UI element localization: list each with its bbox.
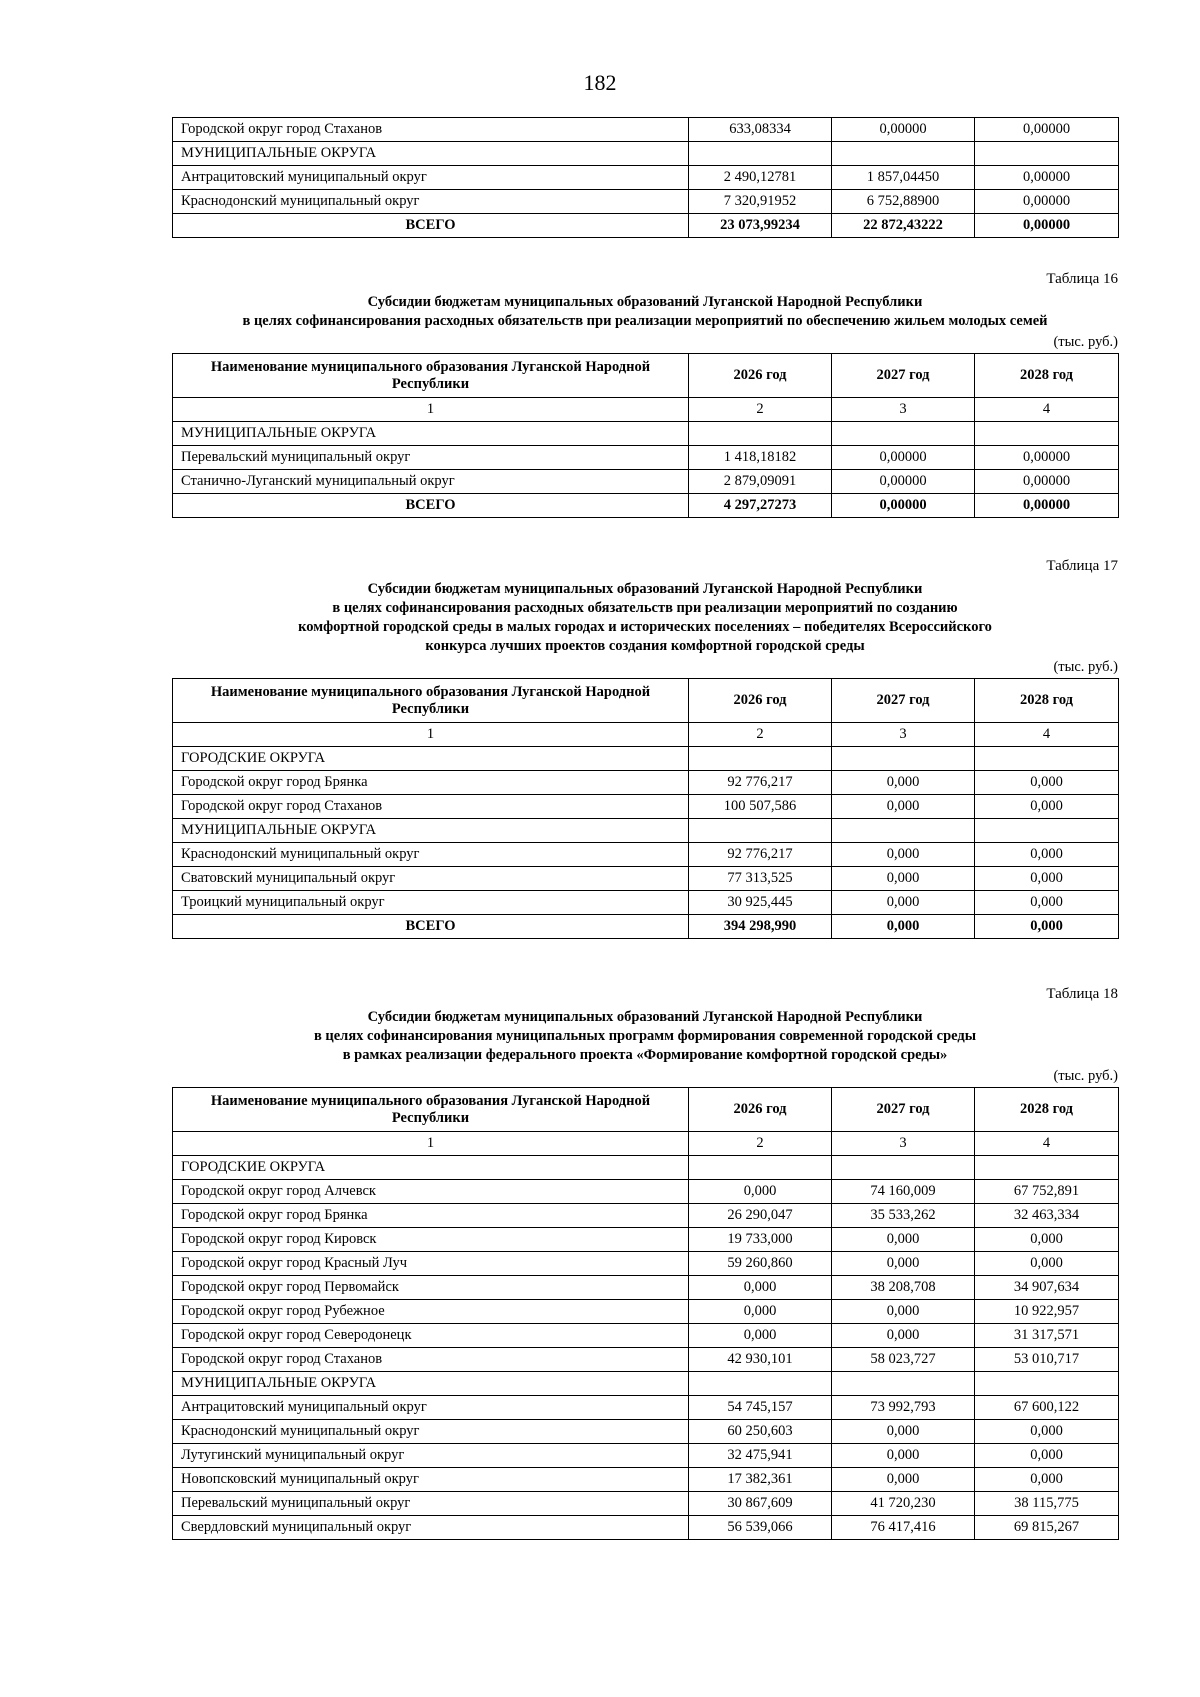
- row-name-cell: Краснодонский муниципальный округ: [173, 190, 689, 214]
- value-2027-cell: 0,000: [832, 795, 975, 819]
- title-line: в целях софинансирования расходных обязательств при реализации мероприятий по обеспечению жильем молодых семей: [242, 313, 1048, 329]
- table-row: [173, 190, 1119, 214]
- table-row: [173, 891, 1119, 915]
- col-header-2027: 2027 год: [832, 354, 975, 398]
- value-2028-cell: 67 752,891: [975, 1180, 1119, 1204]
- value-2027-cell: 0,000: [832, 891, 975, 915]
- table-row: [173, 446, 1119, 470]
- col-header-name: Наименование муниципального образования Луганской Народной Республики: [173, 679, 689, 723]
- value-2027-cell: 74 160,009: [832, 1180, 975, 1204]
- table-row: [173, 1420, 1119, 1444]
- value-2028-cell: 10 922,957: [975, 1300, 1119, 1324]
- value-2026-cell: 54 745,157: [689, 1396, 832, 1420]
- value-2026-cell: 2 879,09091: [689, 470, 832, 494]
- row-name-cell: ГОРОДСКИЕ ОКРУГА: [173, 1156, 689, 1180]
- row-name-cell: Городской округ город Рубежное: [173, 1300, 689, 1324]
- value-2027-cell: 58 023,727: [832, 1348, 975, 1372]
- row-name-cell: Городской округ город Брянка: [173, 1204, 689, 1228]
- column-index-cell: 4: [975, 723, 1119, 747]
- table-row: [173, 166, 1119, 190]
- table-row: [173, 422, 1119, 446]
- row-name-cell: Лутугинский муниципальный округ: [173, 1444, 689, 1468]
- header-row: [173, 679, 1119, 723]
- value-2028-cell: 0,000: [975, 843, 1119, 867]
- row-name-cell: Городской округ город Красный Луч: [173, 1252, 689, 1276]
- value-2027-cell: [832, 1372, 975, 1396]
- value-2027-cell: 76 417,416: [832, 1516, 975, 1540]
- row-name-cell: Городской округ город Кировск: [173, 1228, 689, 1252]
- value-2026-cell: 59 260,860: [689, 1252, 832, 1276]
- table-row: [173, 1300, 1119, 1324]
- table-row: [173, 1468, 1119, 1492]
- value-2026-cell: 100 507,586: [689, 795, 832, 819]
- row-name-cell: МУНИЦИПАЛЬНЫЕ ОКРУГА: [173, 819, 689, 843]
- column-index-cell: 1: [173, 723, 689, 747]
- value-2028-cell: 53 010,717: [975, 1348, 1119, 1372]
- table16-unit: (тыс. руб.): [1053, 334, 1118, 350]
- value-2028-cell: 0,000: [975, 1252, 1119, 1276]
- total-2027-cell: 0,00000: [832, 494, 975, 518]
- value-2028-cell: 69 815,267: [975, 1516, 1119, 1540]
- row-name-cell: ГОРОДСКИЕ ОКРУГА: [173, 747, 689, 771]
- value-2027-cell: 1 857,04450: [832, 166, 975, 190]
- total-2027-cell: 22 872,43222: [832, 214, 975, 238]
- column-index-row: [173, 398, 1119, 422]
- value-2027-cell: 0,000: [832, 771, 975, 795]
- value-2027-cell: [832, 422, 975, 446]
- table-row: [173, 867, 1119, 891]
- column-index-row: [173, 1132, 1119, 1156]
- column-index-cell: 3: [832, 1132, 975, 1156]
- col-header-2028: 2028 год: [975, 1088, 1119, 1132]
- table-row: [173, 1516, 1119, 1540]
- row-name-cell: МУНИЦИПАЛЬНЫЕ ОКРУГА: [173, 142, 689, 166]
- column-index-cell: 4: [975, 1132, 1119, 1156]
- table-row: [173, 843, 1119, 867]
- table18-label: Таблица 18: [1046, 986, 1118, 1002]
- value-2026-cell: [689, 747, 832, 771]
- col-header-2026: 2026 год: [689, 679, 832, 723]
- table-row: [173, 1444, 1119, 1468]
- table17: [172, 678, 1119, 939]
- row-name-cell: МУНИЦИПАЛЬНЫЕ ОКРУГА: [173, 422, 689, 446]
- value-2026-cell: 56 539,066: [689, 1516, 832, 1540]
- value-2027-cell: 6 752,88900: [832, 190, 975, 214]
- row-name-cell: Перевальский муниципальный округ: [173, 446, 689, 470]
- value-2028-cell: [975, 1156, 1119, 1180]
- column-index-cell: 3: [832, 723, 975, 747]
- table-row: [173, 118, 1119, 142]
- value-2027-cell: 0,000: [832, 1468, 975, 1492]
- table-row: [173, 1228, 1119, 1252]
- value-2027-cell: 35 533,262: [832, 1204, 975, 1228]
- value-2026-cell: 77 313,525: [689, 867, 832, 891]
- row-name-cell: Городской округ город Алчевск: [173, 1180, 689, 1204]
- col-header-name: Наименование муниципального образования Луганской Народной Республики: [173, 354, 689, 398]
- value-2026-cell: 0,000: [689, 1324, 832, 1348]
- value-2028-cell: 0,000: [975, 1444, 1119, 1468]
- value-2027-cell: 0,000: [832, 1300, 975, 1324]
- table16-block: [172, 270, 1118, 518]
- value-2026-cell: 17 382,361: [689, 1468, 832, 1492]
- table-row: [173, 795, 1119, 819]
- value-2027-cell: 38 208,708: [832, 1276, 975, 1300]
- table-row: [173, 1204, 1119, 1228]
- row-name-cell: Городской округ город Северодонецк: [173, 1324, 689, 1348]
- title-line: в целях софинансирования муниципальных программ формирования современной городской среды: [313, 1028, 977, 1044]
- header-row: [173, 354, 1119, 398]
- table17-block: [172, 557, 1118, 939]
- table-row: [173, 142, 1119, 166]
- table-row: [173, 1180, 1119, 1204]
- title-line: в рамках реализации федерального проекта «Формирование комфортной городской среды»: [342, 1047, 948, 1063]
- value-2028-cell: 0,000: [975, 1420, 1119, 1444]
- value-2028-cell: 0,000: [975, 1228, 1119, 1252]
- value-2026-cell: 30 867,609: [689, 1492, 832, 1516]
- value-2026-cell: 7 320,91952: [689, 190, 832, 214]
- column-index-cell: 2: [689, 398, 832, 422]
- column-index-cell: 2: [689, 723, 832, 747]
- value-2027-cell: 0,000: [832, 843, 975, 867]
- value-2027-cell: [832, 747, 975, 771]
- value-2028-cell: 0,000: [975, 795, 1119, 819]
- value-2028-cell: 0,00000: [975, 118, 1119, 142]
- table-row: [173, 819, 1119, 843]
- value-2027-cell: 0,000: [832, 867, 975, 891]
- table-row: [173, 771, 1119, 795]
- table17-label: Таблица 17: [1046, 558, 1118, 574]
- value-2028-cell: [975, 1372, 1119, 1396]
- column-index-cell: 1: [173, 398, 689, 422]
- table17-unit: (тыс. руб.): [1053, 659, 1118, 675]
- value-2026-cell: 633,08334: [689, 118, 832, 142]
- value-2028-cell: 0,00000: [975, 166, 1119, 190]
- total-2026-cell: 4 297,27273: [689, 494, 832, 518]
- value-2028-cell: [975, 142, 1119, 166]
- col-header-2028: 2028 год: [975, 679, 1119, 723]
- value-2026-cell: 60 250,603: [689, 1420, 832, 1444]
- value-2028-cell: 31 317,571: [975, 1324, 1119, 1348]
- value-2027-cell: 0,000: [832, 1444, 975, 1468]
- table-row: [173, 1324, 1119, 1348]
- value-2026-cell: 26 290,047: [689, 1204, 832, 1228]
- table16-label: Таблица 16: [1046, 271, 1118, 287]
- value-2027-cell: 0,000: [832, 1228, 975, 1252]
- table18: [172, 1087, 1119, 1540]
- value-2026-cell: [689, 422, 832, 446]
- value-2028-cell: [975, 819, 1119, 843]
- table18-title: [172, 1008, 1118, 1065]
- row-name-cell: Свердловский муниципальный округ: [173, 1516, 689, 1540]
- col-header-name: Наименование муниципального образования Луганской Народной Республики: [173, 1088, 689, 1132]
- row-name-cell: Городской округ город Стаханов: [173, 1348, 689, 1372]
- value-2027-cell: [832, 819, 975, 843]
- row-name-cell: Новопсковский муниципальный округ: [173, 1468, 689, 1492]
- title-line: Субсидии бюджетам муниципальных образований Луганской Народной Республики: [367, 294, 923, 310]
- value-2027-cell: 0,000: [832, 1420, 975, 1444]
- table-row: [173, 1276, 1119, 1300]
- table17-title: [172, 580, 1118, 656]
- table-row: [173, 1396, 1119, 1420]
- table-row: [173, 1252, 1119, 1276]
- value-2026-cell: 32 475,941: [689, 1444, 832, 1468]
- value-2026-cell: [689, 142, 832, 166]
- table-prev-block: [172, 117, 1118, 238]
- value-2028-cell: 0,00000: [975, 470, 1119, 494]
- header-row: [173, 1088, 1119, 1132]
- value-2027-cell: [832, 1156, 975, 1180]
- col-header-2027: 2027 год: [832, 1088, 975, 1132]
- value-2028-cell: [975, 747, 1119, 771]
- row-name-cell: Перевальский муниципальный округ: [173, 1492, 689, 1516]
- value-2028-cell: 0,000: [975, 867, 1119, 891]
- table-row: [173, 1348, 1119, 1372]
- table18-unit: (тыс. руб.): [1053, 1068, 1118, 1084]
- value-2026-cell: 0,000: [689, 1300, 832, 1324]
- value-2027-cell: [832, 142, 975, 166]
- value-2026-cell: 1 418,18182: [689, 446, 832, 470]
- value-2026-cell: [689, 1156, 832, 1180]
- row-name-cell: Городской округ город Стаханов: [173, 118, 689, 142]
- row-name-cell: Троицкий муниципальный округ: [173, 891, 689, 915]
- row-name-cell: Антрацитовский муниципальный округ: [173, 1396, 689, 1420]
- value-2026-cell: [689, 819, 832, 843]
- row-name-cell: Городской округ город Стаханов: [173, 795, 689, 819]
- table-row: [173, 747, 1119, 771]
- row-name-cell: Городской округ город Брянка: [173, 771, 689, 795]
- total-row: [173, 494, 1119, 518]
- table-row: [173, 1492, 1119, 1516]
- title-line: конкурса лучших проектов создания комфортной городской среды: [425, 638, 865, 654]
- value-2026-cell: 0,000: [689, 1276, 832, 1300]
- value-2027-cell: 0,000: [832, 1252, 975, 1276]
- value-2028-cell: 0,000: [975, 1468, 1119, 1492]
- row-name-cell: Краснодонский муниципальный округ: [173, 843, 689, 867]
- title-line: Субсидии бюджетам муниципальных образований Луганской Народной Республики: [367, 1009, 923, 1025]
- total-2028-cell: 0,000: [975, 915, 1119, 939]
- total-2026-cell: 394 298,990: [689, 915, 832, 939]
- col-header-2026: 2026 год: [689, 1088, 832, 1132]
- row-name-cell: Сватовский муниципальный округ: [173, 867, 689, 891]
- value-2028-cell: [975, 422, 1119, 446]
- value-2026-cell: 30 925,445: [689, 891, 832, 915]
- value-2026-cell: 92 776,217: [689, 843, 832, 867]
- table-prev: [172, 117, 1119, 238]
- title-line: в целях софинансирования расходных обязательств при реализации мероприятий по созданию: [332, 600, 958, 616]
- title-line: Субсидии бюджетам муниципальных образований Луганской Народной Республики: [367, 581, 923, 597]
- column-index-cell: 3: [832, 398, 975, 422]
- total-row: [173, 214, 1119, 238]
- total-2028-cell: 0,00000: [975, 494, 1119, 518]
- table16-title: [172, 293, 1118, 331]
- value-2028-cell: 0,00000: [975, 446, 1119, 470]
- total-2026-cell: 23 073,99234: [689, 214, 832, 238]
- value-2028-cell: 0,00000: [975, 190, 1119, 214]
- value-2027-cell: 0,00000: [832, 446, 975, 470]
- value-2027-cell: 41 720,230: [832, 1492, 975, 1516]
- column-index-cell: 4: [975, 398, 1119, 422]
- value-2027-cell: 0,00000: [832, 118, 975, 142]
- value-2026-cell: 0,000: [689, 1180, 832, 1204]
- value-2028-cell: 32 463,334: [975, 1204, 1119, 1228]
- title-line: комфортной городской среды в малых городах и исторических поселениях – победителях Всероссийского: [298, 619, 992, 635]
- value-2027-cell: 0,00000: [832, 470, 975, 494]
- value-2027-cell: 73 992,793: [832, 1396, 975, 1420]
- row-name-cell: Антрацитовский муниципальный округ: [173, 166, 689, 190]
- row-name-cell: МУНИЦИПАЛЬНЫЕ ОКРУГА: [173, 1372, 689, 1396]
- total-row: [173, 915, 1119, 939]
- total-2027-cell: 0,000: [832, 915, 975, 939]
- value-2026-cell: 19 733,000: [689, 1228, 832, 1252]
- table-row: [173, 470, 1119, 494]
- col-header-2027: 2027 год: [832, 679, 975, 723]
- value-2027-cell: 0,000: [832, 1324, 975, 1348]
- total-2028-cell: 0,00000: [975, 214, 1119, 238]
- table16: [172, 353, 1119, 518]
- value-2026-cell: 2 490,12781: [689, 166, 832, 190]
- table-row: [173, 1372, 1119, 1396]
- col-header-2026: 2026 год: [689, 354, 832, 398]
- value-2026-cell: [689, 1372, 832, 1396]
- row-name-cell: Городской округ город Первомайск: [173, 1276, 689, 1300]
- total-label-cell: ВСЕГО: [173, 214, 689, 238]
- value-2026-cell: 42 930,101: [689, 1348, 832, 1372]
- table-row: [173, 1156, 1119, 1180]
- row-name-cell: Станично-Луганский муниципальный округ: [173, 470, 689, 494]
- column-index-row: [173, 723, 1119, 747]
- table18-block: [172, 985, 1118, 1540]
- value-2026-cell: 92 776,217: [689, 771, 832, 795]
- value-2028-cell: 0,000: [975, 771, 1119, 795]
- column-index-cell: 1: [173, 1132, 689, 1156]
- total-label-cell: ВСЕГО: [173, 494, 689, 518]
- col-header-2028: 2028 год: [975, 354, 1119, 398]
- column-index-cell: 2: [689, 1132, 832, 1156]
- value-2028-cell: 67 600,122: [975, 1396, 1119, 1420]
- value-2028-cell: 38 115,775: [975, 1492, 1119, 1516]
- value-2028-cell: 34 907,634: [975, 1276, 1119, 1300]
- value-2028-cell: 0,000: [975, 891, 1119, 915]
- total-label-cell: ВСЕГО: [173, 915, 689, 939]
- row-name-cell: Краснодонский муниципальный округ: [173, 1420, 689, 1444]
- page-number: 182: [583, 70, 617, 95]
